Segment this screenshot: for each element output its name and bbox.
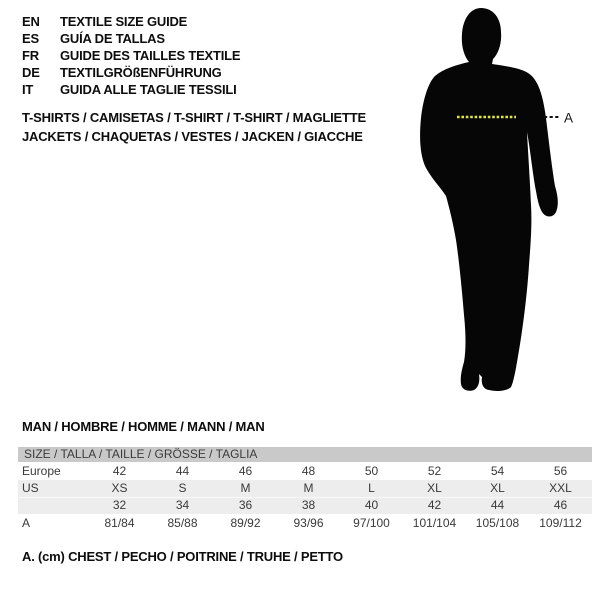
size-cell: 89/92 <box>230 516 261 530</box>
size-cell: 85/88 <box>167 516 198 530</box>
table-row-chest-a <box>18 514 592 532</box>
size-cell: 93/96 <box>293 516 324 530</box>
language-code: IT <box>22 82 34 97</box>
size-cell: S <box>178 481 187 495</box>
language-row <box>22 30 240 47</box>
size-cell: 54 <box>490 464 505 478</box>
category-line-jackets: JACKETS / CHAQUETAS / VESTES / JACKEN / GIACCHE <box>22 129 363 144</box>
language-row <box>22 47 240 64</box>
size-cell: 36 <box>238 498 253 512</box>
table-row-numeric <box>18 497 592 514</box>
size-table <box>18 447 592 532</box>
man-silhouette-svg <box>400 0 590 400</box>
measurement-footnote: A. (cm) CHEST / PECHO / POITRINE / TRUHE / PETTO <box>22 549 343 564</box>
language-label: TEXTILE SIZE GUIDE <box>60 14 188 29</box>
size-cell: 50 <box>364 464 379 478</box>
size-cell: XS <box>111 481 128 495</box>
size-cell: 34 <box>175 498 190 512</box>
language-code: EN <box>22 14 40 29</box>
size-cell: 56 <box>553 464 568 478</box>
size-cell: 52 <box>427 464 442 478</box>
size-cell: XXL <box>549 481 572 495</box>
size-cell: 97/100 <box>353 516 390 530</box>
size-table-header: SIZE / TALLA / TAILLE / GRÖSSE / TAGLIA <box>18 447 592 462</box>
row-label: US <box>22 481 39 495</box>
size-cell: M <box>240 481 251 495</box>
measure-label-a: A <box>564 110 574 126</box>
size-cell: XL <box>427 481 442 495</box>
size-cell: XL <box>490 481 505 495</box>
category-list <box>22 108 366 146</box>
language-label: GUIDE DES TAILLES TEXTILE <box>60 48 241 63</box>
section-title: MAN / HOMBRE / HOMME / MANN / MAN <box>22 419 265 434</box>
category-line-tshirts: T-SHIRTS / CAMISETAS / T-SHIRT / T-SHIRT / MAGLIETTE <box>22 110 366 125</box>
row-label: Europe <box>22 464 61 478</box>
size-cell: 48 <box>301 464 316 478</box>
table-row-europe <box>18 462 592 480</box>
size-cell: L <box>368 481 375 495</box>
row-label <box>18 497 88 514</box>
size-cell: 42 <box>112 464 127 478</box>
size-cell: 109/112 <box>539 516 582 530</box>
man-silhouette <box>420 8 558 391</box>
size-cell: 40 <box>364 498 379 512</box>
row-label: A <box>22 516 31 530</box>
size-cell: 81/84 <box>104 516 135 530</box>
man-silhouette-figure <box>400 0 590 400</box>
language-label: TEXTILGRÖßENFÜHRUNG <box>60 65 222 80</box>
language-row <box>22 13 240 30</box>
size-cell: 44 <box>175 464 190 478</box>
size-cell: 46 <box>553 498 568 512</box>
language-code: DE <box>22 65 40 80</box>
size-cell: 105/108 <box>475 516 520 530</box>
size-cell: 46 <box>238 464 253 478</box>
language-label: GUÍA DE TALLAS <box>60 31 165 46</box>
language-code: ES <box>22 31 39 46</box>
language-row <box>22 81 240 98</box>
table-row-us <box>18 480 592 497</box>
language-list <box>22 13 240 98</box>
language-code: FR <box>22 48 39 63</box>
size-cell: 42 <box>427 498 442 512</box>
size-cell: 38 <box>301 498 316 512</box>
language-label: GUIDA ALLE TAGLIE TESSILI <box>60 82 237 97</box>
language-row <box>22 64 240 81</box>
size-cell: 32 <box>112 498 127 512</box>
size-cell: 44 <box>490 498 505 512</box>
size-cell: M <box>303 481 314 495</box>
size-cell: 101/104 <box>412 516 457 530</box>
